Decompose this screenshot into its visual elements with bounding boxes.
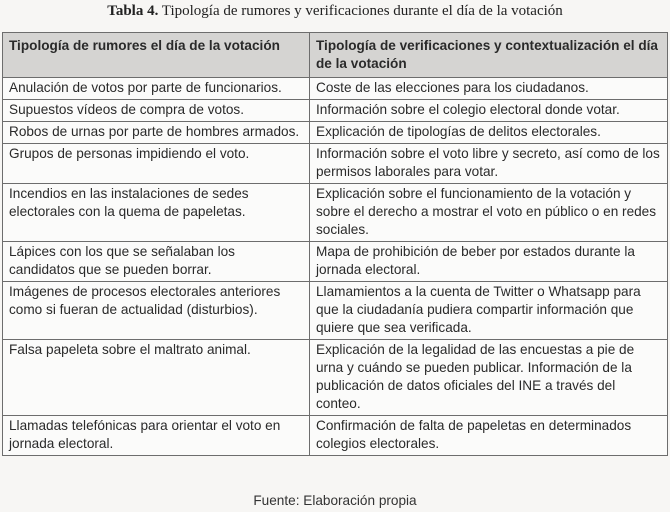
rumor-cell: Falsa papeleta sobre el maltrato animal. — [3, 340, 310, 416]
table-row — [3, 144, 668, 184]
rumor-cell: Imágenes de procesos electorales anteriores como si fueran de actualidad (disturbios). — [3, 282, 310, 340]
table-row — [3, 282, 668, 340]
header-row — [3, 33, 668, 78]
rumor-cell: Incendios en las instalaciones de sedes electorales con la quema de papeletas. — [3, 184, 310, 242]
rumor-cell: Llamadas telefónicas para orientar el voto en jornada electoral. — [3, 416, 310, 456]
header-rumors: Tipología de rumores el día de la votación — [3, 33, 310, 78]
rumor-cell: Lápices con los que se señalaban los candidatos que se pueden borrar. — [3, 242, 310, 282]
table-body — [3, 78, 668, 456]
table-row — [3, 416, 668, 456]
table-row — [3, 100, 668, 122]
rumor-cell: Robos de urnas por parte de hombres armados. — [3, 122, 310, 144]
verification-cell: Explicación de la legalidad de las encuestas a pie de urna y cuándo se pueden publicar. Información de la publicación de datos oficiales del INE a través del conteo. — [310, 340, 668, 416]
rumors-table — [2, 32, 668, 456]
table-caption-label: Tabla 4. — [107, 3, 159, 19]
table-row — [3, 242, 668, 282]
verification-cell: Confirmación de falta de papeletas en determinados colegios electorales. — [310, 416, 668, 456]
table-row — [3, 122, 668, 144]
rumor-cell: Supuestos vídeos de compra de votos. — [3, 100, 310, 122]
rumor-cell: Anulación de votos por parte de funcionarios. — [3, 78, 310, 100]
table-row — [3, 340, 668, 416]
verification-cell: Explicación sobre el funcionamiento de la votación y sobre el derecho a mostrar el voto en público o en redes sociales. — [310, 184, 668, 242]
table-caption-text: Tipología de rumores y verificaciones durante el día de la votación — [158, 3, 563, 19]
verification-cell: Coste de las elecciones para los ciudadanos. — [310, 78, 668, 100]
verification-cell: Explicación de tipologías de delitos electorales. — [310, 122, 668, 144]
header-verifications: Tipología de verificaciones y contextualización el día de la votación — [310, 33, 668, 78]
table-caption — [0, 2, 670, 20]
table-row — [3, 184, 668, 242]
verification-cell: Llamamientos a la cuenta de Twitter o Whatsapp para que la ciudadanía pudiera compartir información que quiere que sea verificada. — [310, 282, 668, 340]
rumor-cell: Grupos de personas impidiendo el voto. — [3, 144, 310, 184]
verification-cell: Información sobre el colegio electoral donde votar. — [310, 100, 668, 122]
table-row — [3, 78, 668, 100]
table-source-note: Fuente: Elaboración propia — [253, 493, 417, 508]
verification-cell: Información sobre el voto libre y secreto, así como de los permisos laborales para votar. — [310, 144, 668, 184]
table-header — [3, 33, 668, 78]
verification-cell: Mapa de prohibición de beber por estados durante la jornada electoral. — [310, 242, 668, 282]
